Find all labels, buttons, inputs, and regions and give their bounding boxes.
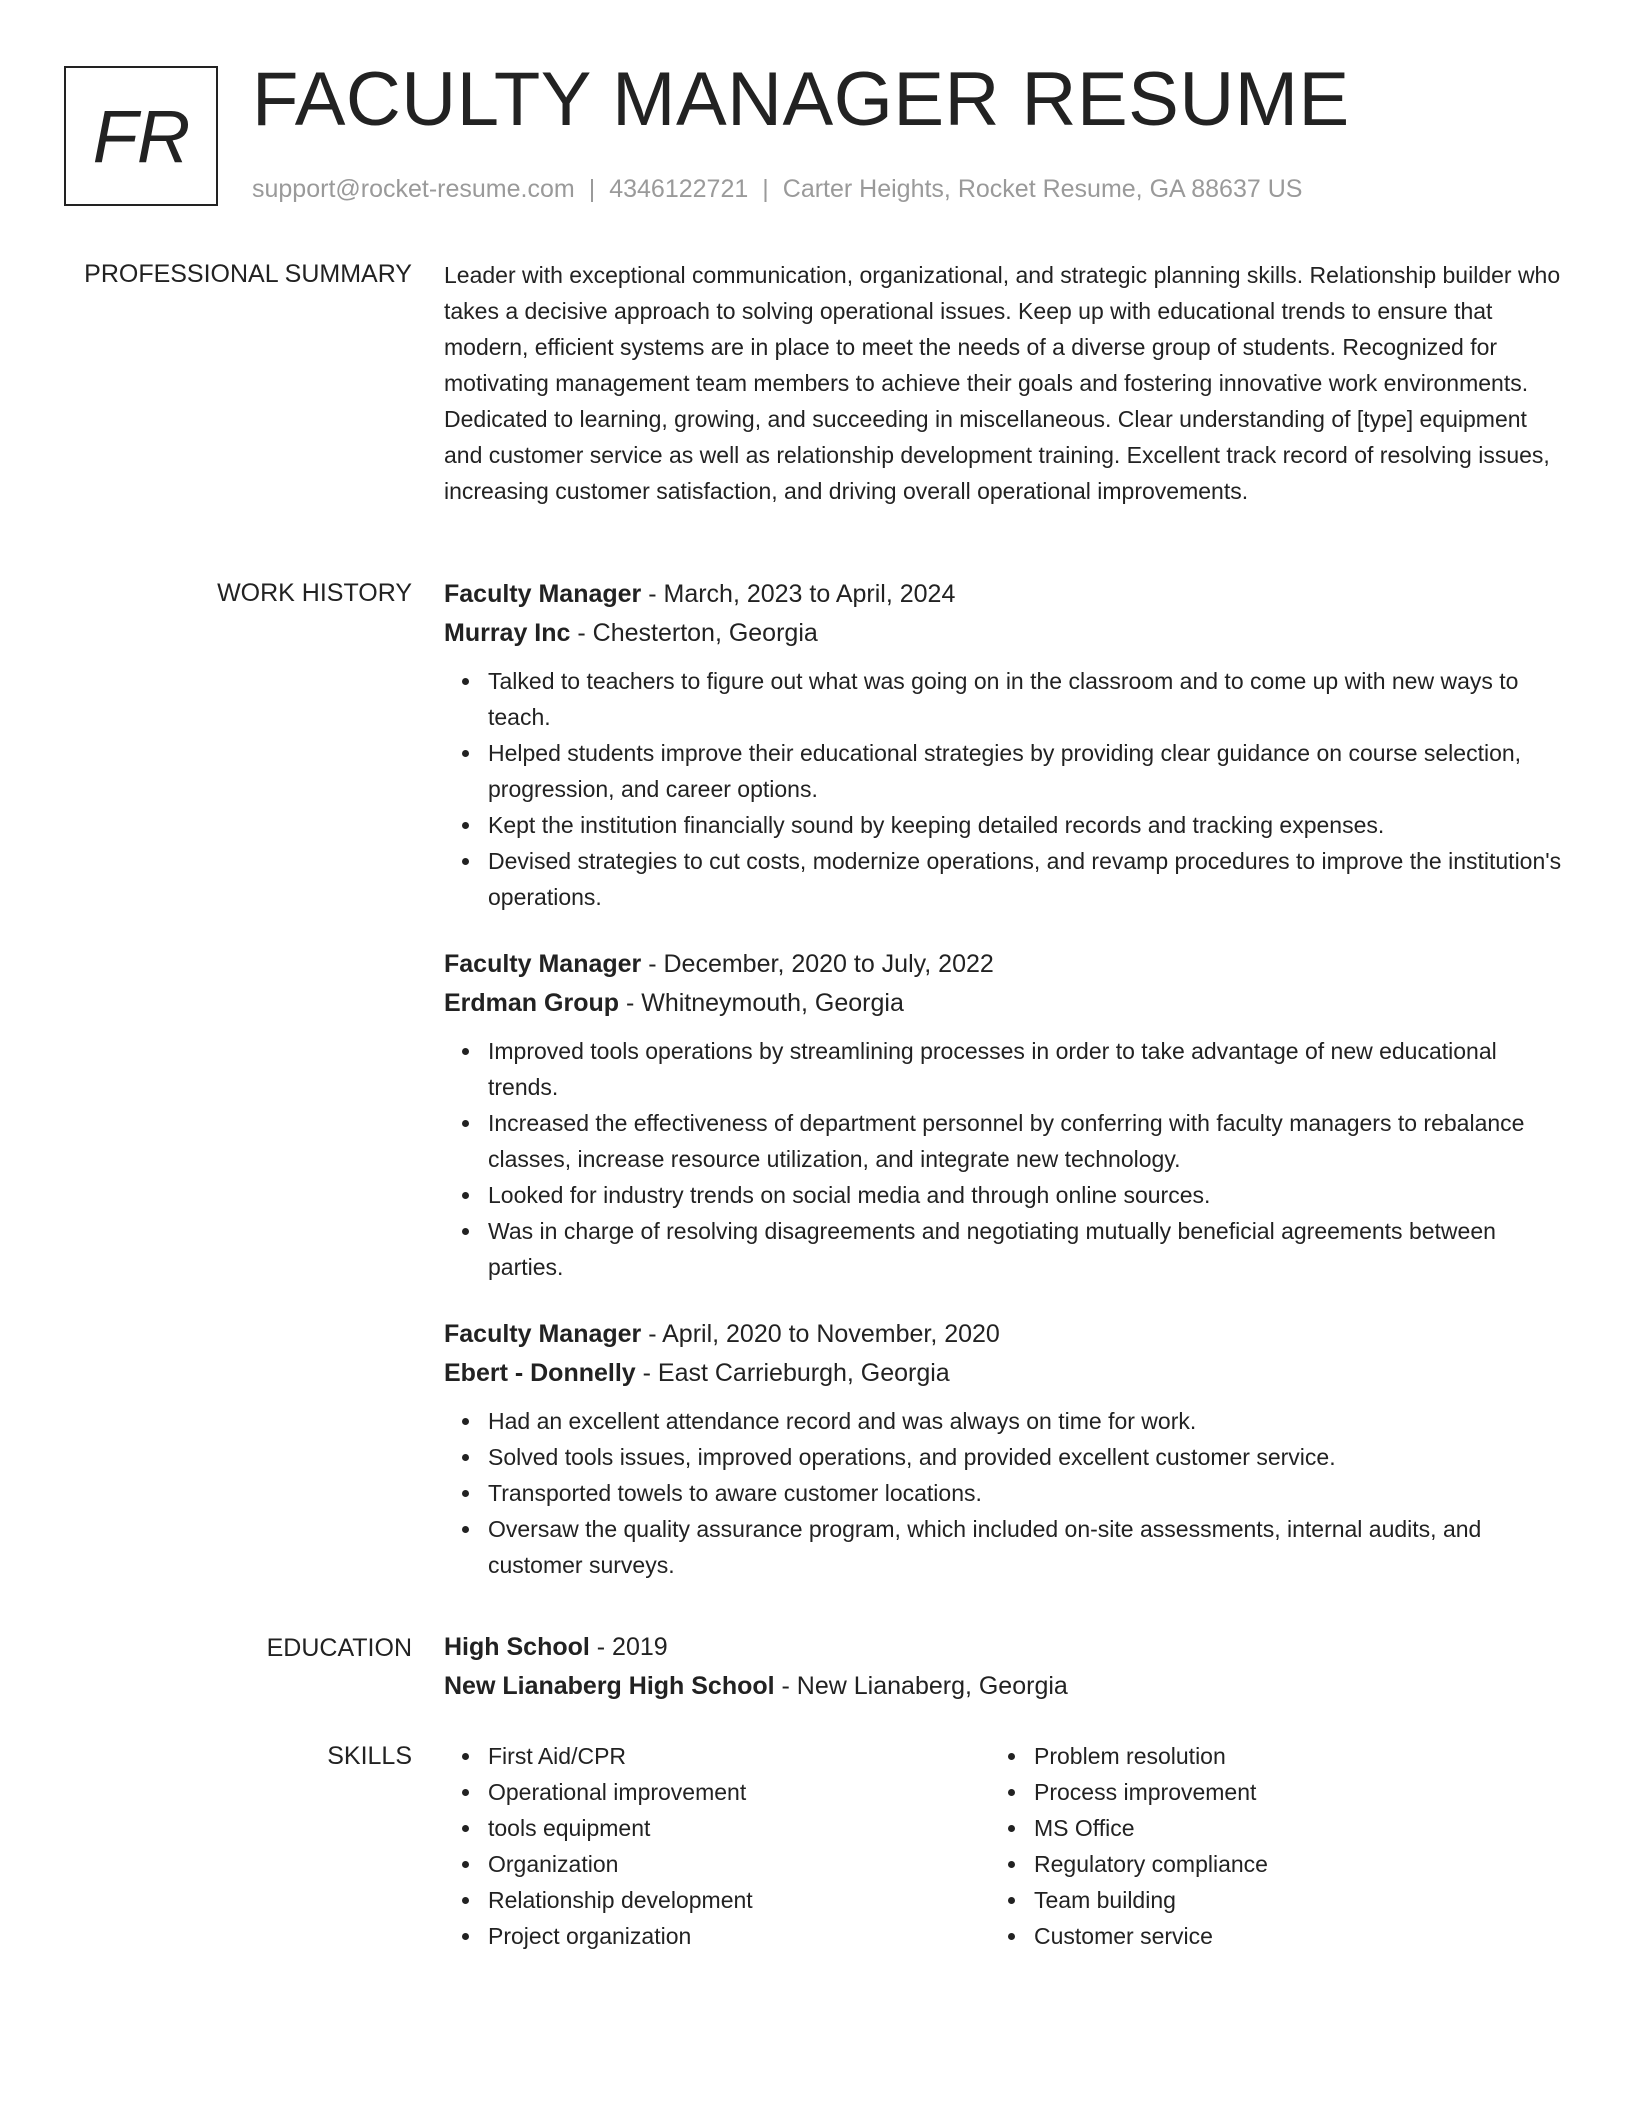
job-bullets bbox=[444, 1033, 1562, 1285]
section-label-skills: SKILLS bbox=[327, 1742, 412, 1770]
education-degree: High School bbox=[444, 1633, 590, 1661]
monogram-logo: FR bbox=[64, 66, 218, 206]
contact-address: Carter Heights, Rocket Resume, GA 88637 US bbox=[782, 175, 1303, 203]
contact-phone: 4346122721 bbox=[609, 175, 749, 203]
job-bullet: Devised strategies to cut costs, modernize operations, and revamp procedures to improve the institution's operations. bbox=[488, 843, 1562, 915]
skill-item: MS Office bbox=[1034, 1810, 1530, 1846]
job-company: Ebert - Donnelly bbox=[444, 1359, 636, 1387]
contact-separator: | bbox=[588, 175, 596, 203]
job-bullet: Had an excellent attendance record and was always on time for work. bbox=[488, 1403, 1562, 1439]
skills-column-left bbox=[444, 1738, 984, 1954]
section-label-summary: PROFESSIONAL SUMMARY bbox=[84, 260, 412, 288]
contact-email: support@rocket-resume.com bbox=[252, 175, 575, 203]
skill-item: Problem resolution bbox=[1034, 1738, 1530, 1774]
skill-item: Process improvement bbox=[1034, 1774, 1530, 1810]
skill-item: First Aid/CPR bbox=[488, 1738, 984, 1774]
job-entry bbox=[444, 1315, 1562, 1583]
skill-item: Relationship development bbox=[488, 1882, 984, 1918]
job-dates: - March, 2023 to April, 2024 bbox=[641, 580, 956, 608]
job-location: - Whitneymouth, Georgia bbox=[619, 989, 904, 1017]
skills-column-right bbox=[990, 1738, 1530, 1954]
contact-separator: | bbox=[762, 175, 769, 203]
job-bullets bbox=[444, 663, 1562, 915]
skill-item: Project organization bbox=[488, 1918, 984, 1954]
skill-item: Organization bbox=[488, 1846, 984, 1882]
skill-item: tools equipment bbox=[488, 1810, 984, 1846]
section-label-work-history: WORK HISTORY bbox=[217, 579, 412, 607]
skills-bullets bbox=[444, 1738, 984, 1954]
job-location: - East Carrieburgh, Georgia bbox=[635, 1359, 950, 1387]
job-bullet: Solved tools issues, improved operations, and provided excellent customer service. bbox=[488, 1439, 1562, 1475]
skill-item: Customer service bbox=[1034, 1918, 1530, 1954]
education-location: - New Lianaberg, Georgia bbox=[774, 1672, 1068, 1700]
job-dates: - December, 2020 to July, 2022 bbox=[641, 950, 994, 978]
work-history-list bbox=[444, 575, 1562, 1583]
job-company-line bbox=[444, 984, 1562, 1023]
contact-line bbox=[252, 175, 1302, 204]
job-bullet: Improved tools operations by streamlining processes in order to take advantage of new educational trends. bbox=[488, 1033, 1562, 1105]
education-school-line bbox=[444, 1667, 1562, 1706]
education-degree-line bbox=[444, 1628, 1562, 1667]
job-title-line bbox=[444, 575, 1562, 614]
job-company: Erdman Group bbox=[444, 989, 620, 1017]
job-company-line bbox=[444, 1354, 1562, 1393]
job-title-line bbox=[444, 1315, 1562, 1354]
education-school: New Lianaberg High School bbox=[444, 1672, 775, 1700]
job-entry bbox=[444, 575, 1562, 915]
section-label-education: EDUCATION bbox=[266, 1634, 412, 1662]
job-bullets bbox=[444, 1403, 1562, 1583]
job-bullet: Kept the institution financially sound by keeping detailed records and tracking expenses. bbox=[488, 807, 1562, 843]
job-bullet: Increased the effectiveness of department personnel by conferring with faculty managers to rebalance classes, increase resource utilization, and integrate new technology. bbox=[488, 1105, 1562, 1177]
job-company-line bbox=[444, 614, 1562, 653]
skill-item: Operational improvement bbox=[488, 1774, 984, 1810]
job-company: Murray Inc bbox=[444, 619, 571, 647]
job-bullet: Helped students improve their educational strategies by providing clear guidance on course selection, progression, and career options. bbox=[488, 735, 1562, 807]
job-bullet: Was in charge of resolving disagreements and negotiating mutually beneficial agreements between parties. bbox=[488, 1213, 1562, 1285]
job-bullet: Transported towels to aware customer locations. bbox=[488, 1475, 1562, 1511]
job-bullet: Oversaw the quality assurance program, which included on-site assessments, internal audits, and customer surveys. bbox=[488, 1511, 1562, 1583]
job-bullet: Looked for industry trends on social media and through online sources. bbox=[488, 1177, 1562, 1213]
job-location: - Chesterton, Georgia bbox=[570, 619, 818, 647]
education-entry bbox=[444, 1628, 1562, 1706]
job-title: Faculty Manager bbox=[444, 950, 642, 978]
resume-title: FACULTY MANAGER RESUME bbox=[252, 57, 1350, 142]
skill-item: Team building bbox=[1034, 1882, 1530, 1918]
job-entry bbox=[444, 945, 1562, 1285]
education-year: - 2019 bbox=[589, 1633, 668, 1661]
summary-text: Leader with exceptional communication, organizational, and strategic planning skills. Relationship builder who takes a decisive approach to solving operational issues. Keep up with educational trends to ensure that modern, efficient systems are in place to meet the needs of a diverse group of students. Recognized for motivating management team members to achieve their goals and fostering innovative work environments. Dedicated to learning, growing, and succeeding in miscellaneous. Clear understanding of [type] equipment and customer service as well as relationship development training. Excellent track record of resolving issues, increasing customer satisfaction, and driving overall operational improvements. bbox=[444, 262, 1561, 504]
job-title-line bbox=[444, 945, 1562, 984]
job-title: Faculty Manager bbox=[444, 580, 642, 608]
job-dates: - April, 2020 to November, 2020 bbox=[641, 1320, 1000, 1348]
skills-bullets bbox=[990, 1738, 1530, 1954]
job-title: Faculty Manager bbox=[444, 1320, 642, 1348]
skill-item: Regulatory compliance bbox=[1034, 1846, 1530, 1882]
job-bullet: Talked to teachers to figure out what was going on in the classroom and to come up with new ways to teach. bbox=[488, 663, 1562, 735]
